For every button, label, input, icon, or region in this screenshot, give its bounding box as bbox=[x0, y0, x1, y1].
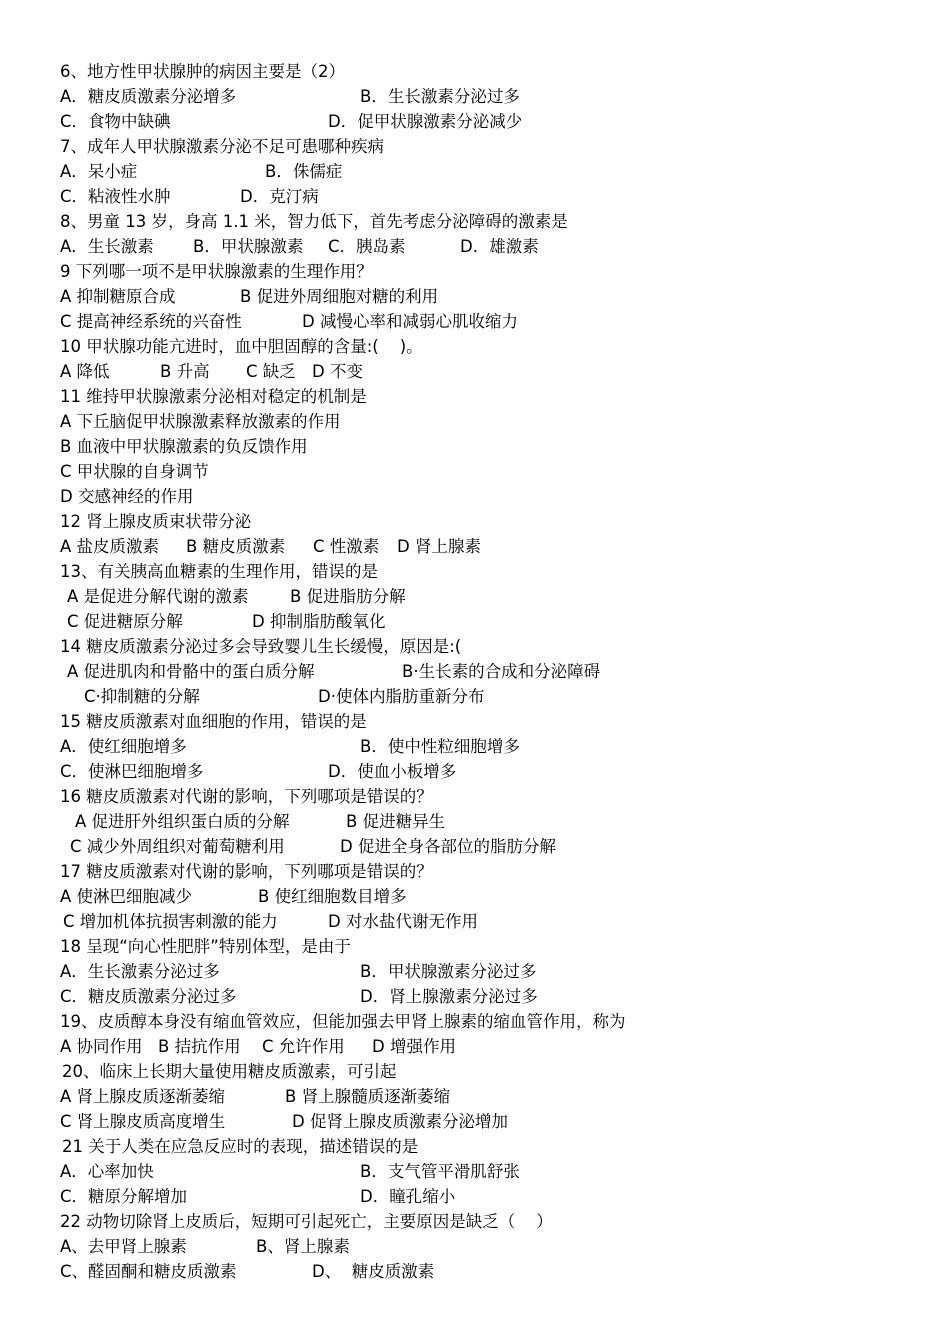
option-a: A．生长激素 bbox=[60, 237, 154, 256]
option-a: A 降低 bbox=[60, 362, 110, 381]
option-d: D 抑制脂肪酸氧化 bbox=[252, 612, 386, 631]
option-c: C．糖皮质激素分泌过多 bbox=[60, 987, 237, 1006]
option-a: A．生长激素分泌过多 bbox=[60, 962, 220, 981]
option-a: A 肾上腺皮质逐渐萎缩 bbox=[60, 1087, 226, 1106]
option-c: C、醛固酮和糖皮质激素 bbox=[60, 1262, 237, 1281]
option-c: C 增加机体抗损害刺激的能力 bbox=[63, 912, 278, 931]
option-a: A 使淋巴细胞减少 bbox=[60, 887, 193, 906]
option-c: C·抑制糖的分解 bbox=[84, 687, 200, 706]
option-d: D．雄激素 bbox=[460, 237, 539, 256]
option-c: C 允许作用 bbox=[262, 1037, 345, 1056]
option-c: C．使淋巴细胞增多 bbox=[60, 762, 204, 781]
option-b: B．甲状腺激素 bbox=[193, 237, 304, 256]
option-d: D 促肾上腺皮质激素分泌增加 bbox=[292, 1112, 508, 1131]
question-14: 14 糖皮质激素分泌过多会导致婴儿生长缓慢，原因是:( bbox=[60, 637, 462, 656]
option-d: D．克汀病 bbox=[240, 187, 319, 206]
option-b: B．使中性粒细胞增多 bbox=[360, 737, 520, 756]
option-b: B 糖皮质激素 bbox=[186, 537, 286, 556]
option-b: B 升高 bbox=[160, 362, 210, 381]
option-d: D 不变 bbox=[312, 362, 363, 381]
option-c: C．粘液性水肿 bbox=[60, 187, 171, 206]
option-c: C 促进糖原分解 bbox=[67, 612, 183, 631]
question-8: 8、男童 13 岁，身高 1.1 米，智力低下，首先考虑分泌障碍的激素是 bbox=[60, 212, 568, 231]
option-a: A 是促进分解代谢的激素 bbox=[67, 587, 249, 606]
option-a: A．心率加快 bbox=[60, 1162, 154, 1181]
option-d: D 肾上腺素 bbox=[397, 537, 481, 556]
option-b: B 使红细胞数目增多 bbox=[258, 887, 407, 906]
option-d: D．使血小板增多 bbox=[328, 762, 457, 781]
option-c: C 缺乏 bbox=[246, 362, 296, 381]
option-b: B．侏儒症 bbox=[265, 162, 343, 181]
question-15: 15 糖皮质激素对血细胞的作用，错误的是 bbox=[60, 712, 367, 731]
option-c: C 肾上腺皮质高度增生 bbox=[60, 1112, 226, 1131]
option-a: A．糖皮质激素分泌增多 bbox=[60, 87, 237, 106]
option-a: A 盐皮质激素 bbox=[60, 537, 160, 556]
option-b: B 肾上腺髓质逐渐萎缩 bbox=[285, 1087, 451, 1106]
option-c: C．食物中缺碘 bbox=[60, 112, 171, 131]
question-18: 18 呈现“向心性肥胖”特别体型，是由于 bbox=[60, 937, 351, 956]
option-c: C 减少外周组织对葡萄糖利用 bbox=[70, 837, 285, 856]
question-11: 11 维持甲状腺激素分泌相对稳定的机制是 bbox=[60, 387, 367, 406]
option-b: B 促进外周细胞对糖的利用 bbox=[240, 287, 439, 306]
option-b: B．支气管平滑肌舒张 bbox=[360, 1162, 520, 1181]
option-b: B·生长素的合成和分泌障碍 bbox=[402, 662, 601, 681]
option-a: A．使红细胞增多 bbox=[60, 737, 187, 756]
option-b: B．甲状腺激素分泌过多 bbox=[360, 962, 537, 981]
option-d: D 交感神经的作用 bbox=[60, 487, 194, 506]
question-10: 10 甲状腺功能亢进时，血中胆固醇的含量:( )。 bbox=[60, 337, 423, 356]
option-c: C 提高神经系统的兴奋性 bbox=[60, 312, 242, 331]
option-a: A 协同作用 bbox=[60, 1037, 143, 1056]
question-16: 16 糖皮质激素对代谢的影响，下列哪项是错误的？ bbox=[60, 787, 433, 806]
option-d: D 增强作用 bbox=[372, 1037, 456, 1056]
option-b: B 血液中甲状腺激素的负反馈作用 bbox=[60, 437, 308, 456]
option-a: A、去甲肾上腺素 bbox=[60, 1237, 187, 1256]
option-a: A 促进肌肉和骨骼中的蛋白质分解 bbox=[67, 662, 315, 681]
question-13: 13、有关胰高血糖素的生理作用，错误的是 bbox=[60, 562, 378, 581]
option-d: D．促甲状腺激素分泌减少 bbox=[328, 112, 523, 131]
question-9: 9 下列哪一项不是甲状腺激素的生理作用？ bbox=[60, 262, 373, 281]
option-d: D 促进全身各部位的脂肪分解 bbox=[340, 837, 556, 856]
option-d: D 对水盐代谢无作用 bbox=[328, 912, 478, 931]
option-d: D、 糖皮质激素 bbox=[312, 1262, 435, 1281]
option-c: C 性激素 bbox=[313, 537, 380, 556]
question-22: 22 动物切除肾上皮质后，短期可引起死亡，主要原因是缺乏（ ） bbox=[60, 1212, 553, 1231]
option-b: B 拮抗作用 bbox=[158, 1037, 241, 1056]
option-c: C．糖原分解增加 bbox=[60, 1187, 188, 1206]
option-c: C．胰岛素 bbox=[328, 237, 406, 256]
option-a: A．呆小症 bbox=[60, 162, 138, 181]
option-d: D．瞳孔缩小 bbox=[360, 1187, 456, 1206]
option-d: D．肾上腺激素分泌过多 bbox=[360, 987, 538, 1006]
option-b: B、肾上腺素 bbox=[256, 1237, 350, 1256]
option-a: A 抑制糖原合成 bbox=[60, 287, 176, 306]
question-12: 12 肾上腺皮质束状带分泌 bbox=[60, 512, 252, 531]
option-d: D 减慢心率和减弱心肌收缩力 bbox=[302, 312, 518, 331]
option-b: B 促进脂肪分解 bbox=[290, 587, 406, 606]
option-a: A 促进肝外组织蛋白质的分解 bbox=[75, 812, 290, 831]
option-d: D·使体内脂肪重新分布 bbox=[318, 687, 485, 706]
option-b: B 促进糖异生 bbox=[346, 812, 446, 831]
question-7: 7、成年人甲状腺激素分泌不足可患哪种疾病 bbox=[60, 137, 384, 156]
question-20: 20、临床上长期大量使用糖皮质激素，可引起 bbox=[62, 1062, 397, 1081]
question-21: 21 关于人类在应急反应时的表现，描述错误的是 bbox=[62, 1137, 419, 1156]
option-a: A 下丘脑促甲状腺激素释放激素的作用 bbox=[60, 412, 341, 431]
option-b: B．生长激素分泌过多 bbox=[360, 87, 520, 106]
question-17: 17 糖皮质激素对代谢的影响，下列哪项是错误的？ bbox=[60, 862, 433, 881]
question-6: 6、地方性甲状腺肿的病因主要是（2） bbox=[60, 62, 345, 81]
question-19: 19、皮质醇本身没有缩血管效应，但能加强去甲肾上腺素的缩血管作用，称为 bbox=[60, 1012, 626, 1031]
option-c: C 甲状腺的自身调节 bbox=[60, 462, 209, 481]
